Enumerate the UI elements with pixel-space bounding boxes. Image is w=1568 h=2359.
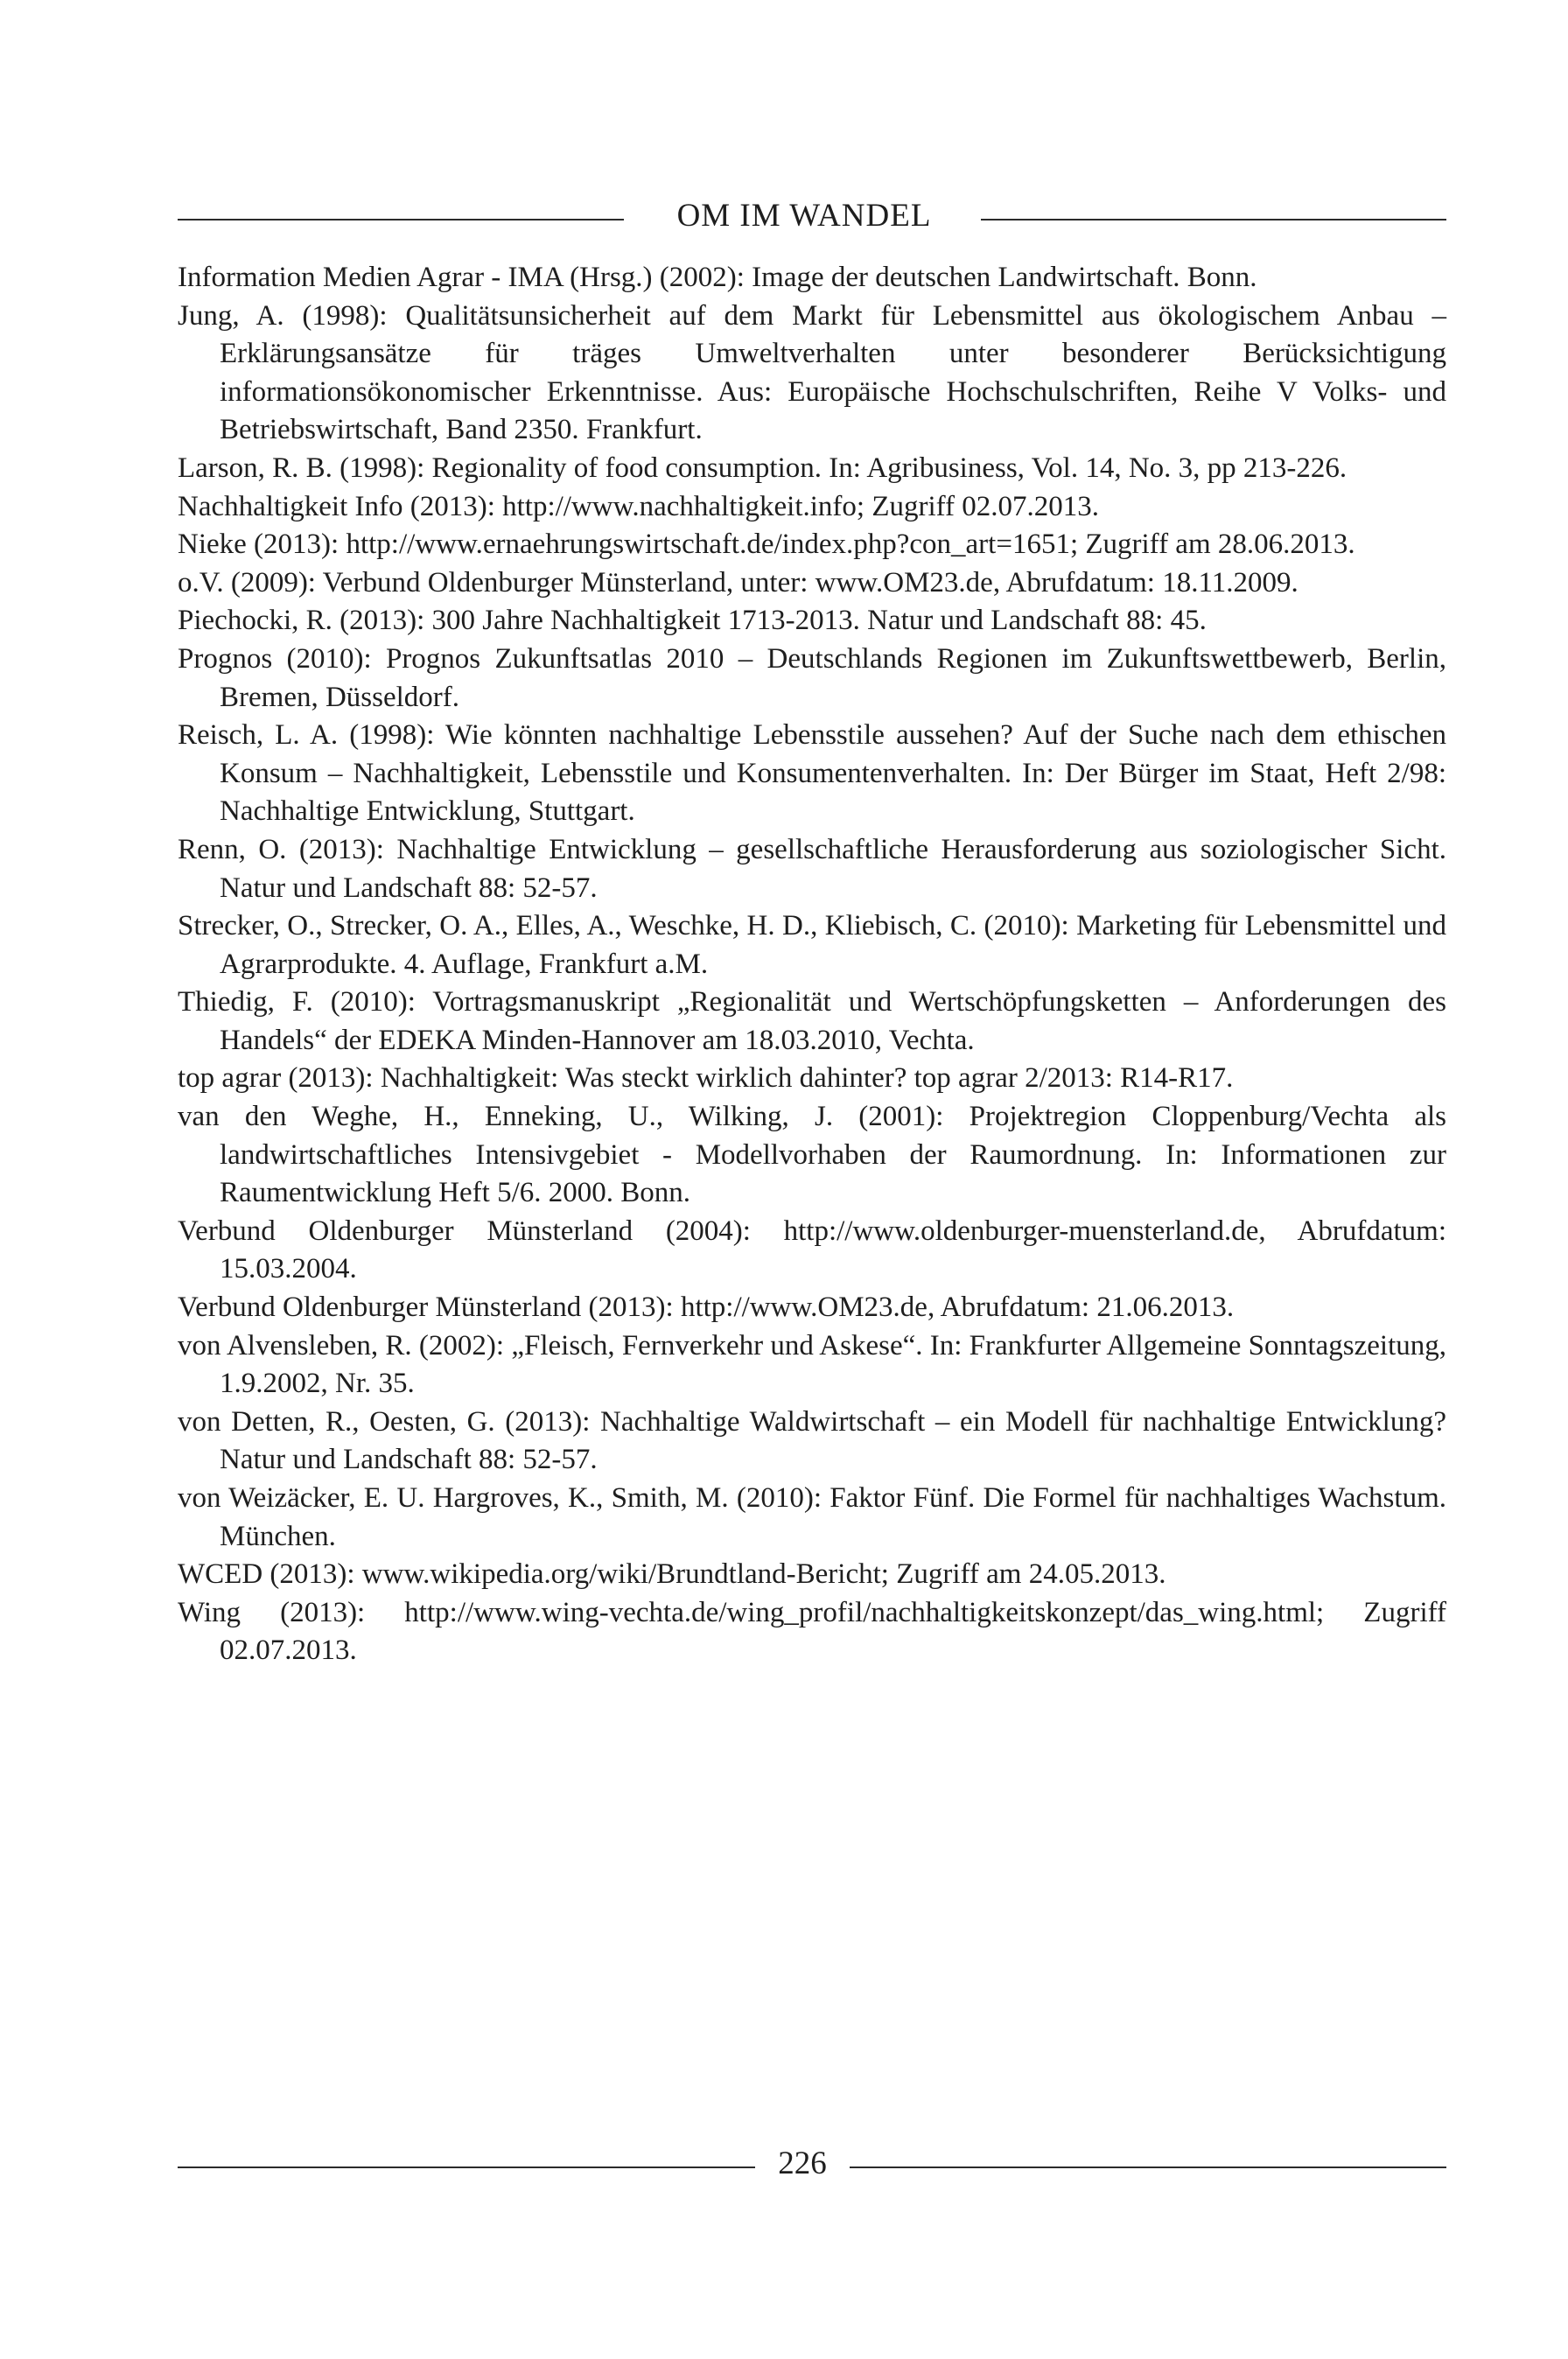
reference-entry: van den Weghe, H., Enneking, U., Wilking, J. (2001): Projektregion Cloppenburg/Vechta als landwirtschaftliches Intensivgebiet - Modellvorhaben der Raumordnung. In: Informationen zur Raumentwicklung Heft 5/6. 2000. Bonn. bbox=[178, 1101, 1446, 1209]
reference-entry: Strecker, O., Strecker, O. A., Elles, A., Weschke, H. D., Kliebisch, C. (2010): Marketing für Lebensmittel und Agrarprodukte. 4. Auflage, Frankfurt a.M. bbox=[178, 910, 1446, 980]
reference-entry: von Alvensleben, R. (2002): „Fleisch, Fernverkehr und Askese“. In: Frankfurter Allgemeine Sonntagszeitung, 1.9.2002, Nr. 35. bbox=[178, 1329, 1446, 1400]
reference-list bbox=[178, 259, 1446, 1670]
reference-entry: Renn, O. (2013): Nachhaltige Entwicklung – gesellschaftliche Herausforderung aus soziologischer Sicht. Natur und Landschaft 88: 52-57. bbox=[178, 833, 1446, 904]
reference-entry: Verbund Oldenburger Münsterland (2013): http://www.OM23.de, Abrufdatum: 21.06.2013. bbox=[178, 1292, 1235, 1324]
reference-entry: Nieke (2013): http://www.ernaehrungswirtschaft.de/index.php?con_art=1651; Zugriff am 28.06.2013. bbox=[178, 528, 1355, 561]
reference-entry: Jung, A. (1998): Qualitätsunsicherheit auf dem Markt für Lebensmittel aus ökologischem Anbau – Erklärungsansätze für träges Umweltverhalten unter besonderer Berücksichtigung informationsökonomischer Erkenntnisse. Aus: Europäische Hochschulschriften, Reihe V Volks- und Betriebswirtschaft, Band 2350. Frankfurt. bbox=[178, 299, 1446, 446]
reference-entry: Larson, R. B. (1998): Regionality of food consumption. In: Agribusiness, Vol. 14, No. 3, pp 213-226. bbox=[178, 452, 1348, 484]
footer-rule-left bbox=[178, 2166, 755, 2168]
header-rule-left bbox=[178, 219, 624, 220]
reference-entry: von Weizäcker, E. U. Hargroves, K., Smith, M. (2010): Faktor Fünf. Die Formel für nachhaltiges Wachstum. München. bbox=[178, 1482, 1446, 1552]
reference-entry: Reisch, L. A. (1998): Wie könnten nachhaltige Lebensstile aussehen? Auf der Suche nach dem ethischen Konsum – Nachhaltigkeit, Lebensstile und Konsumentenverhalten. In: Der Bürger im Staat, Heft 2/98: Nachhaltige Entwicklung, Stuttgart. bbox=[178, 719, 1446, 828]
header-rule-right bbox=[981, 219, 1446, 220]
reference-entry: Piechocki, R. (2013): 300 Jahre Nachhaltigkeit 1713-2013. Natur und Landschaft 88: 45. bbox=[178, 605, 1207, 637]
reference-entry: o.V. (2009): Verbund Oldenburger Münsterland, unter: www.OM23.de, Abrufdatum: 18.11.2009. bbox=[178, 566, 1298, 598]
page-footer bbox=[178, 2142, 1446, 2186]
reference-entry: Wing (2013): http://www.wing-vechta.de/wing_profil/nachhaltigkeitskonzept/das_wing.html; Zugriff 02.07.2013. bbox=[178, 1596, 1446, 1667]
reference-entry: WCED (2013): www.wikipedia.org/wiki/Brundtland-Bericht; Zugriff am 24.05.2013. bbox=[178, 1558, 1166, 1591]
footer-rule-right bbox=[850, 2166, 1446, 2168]
reference-entry: Thiedig, F. (2010): Vortragsmanuskript „Regionalität und Wertschöpfungsketten – Anforderungen des Handels“ der EDEKA Minden-Hannover am 18.03.2010, Vechta. bbox=[178, 986, 1446, 1056]
reference-entry: Verbund Oldenburger Münsterland (2004): http://www.oldenburger-muensterland.de, Abrufdatum: 15.03.2004. bbox=[178, 1214, 1446, 1285]
running-head: OM IM WANDEL bbox=[676, 198, 932, 234]
reference-entry: Information Medien Agrar - IMA (Hrsg.) (2002): Image der deutschen Landwirtschaft. Bonn. bbox=[178, 262, 1257, 293]
reference-entry: von Detten, R., Oesten, G. (2013): Nachhaltige Waldwirtschaft – ein Modell für nachhaltige Entwicklung? Natur und Landschaft 88: 52-57. bbox=[178, 1405, 1446, 1476]
page-number: 226 bbox=[778, 2146, 827, 2181]
reference-entry: top agrar (2013): Nachhaltigkeit: Was steckt wirklich dahinter? top agrar 2/2013: R14-R17. bbox=[178, 1062, 1234, 1095]
reference-entry: Prognos (2010): Prognos Zukunftsatlas 2010 – Deutschlands Regionen im Zukunftswettbewerb, Berlin, Bremen, Düsseldorf. bbox=[178, 642, 1446, 713]
page-header bbox=[178, 194, 1446, 238]
reference-entry: Nachhaltigkeit Info (2013): http://www.nachhaltigkeit.info; Zugriff 02.07.2013. bbox=[178, 490, 1100, 522]
